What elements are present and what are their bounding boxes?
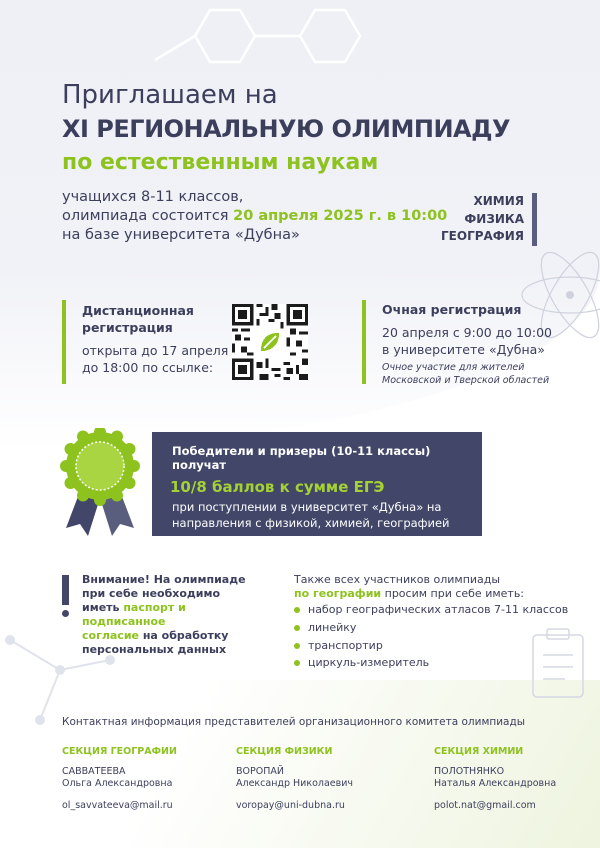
intro-line-1: учащихся 8-11 классов, [62, 189, 244, 205]
list-item: транспортир [294, 639, 568, 657]
title-line-1: Приглашаем на [62, 80, 278, 110]
geography-intro [294, 573, 524, 601]
attention-line-1: Внимание! На олимпиаде [82, 573, 246, 586]
list-item: набор географических атласов 7-11 классов [294, 603, 568, 621]
contact-surname: САВВАТЕЕВА [62, 765, 126, 777]
intro-text [62, 188, 447, 245]
winners-text-line-2: направления с физикой, химией, географией [172, 516, 450, 530]
contact-geography [62, 746, 177, 812]
geography-intro-line-1: Также всех участников олимпиады [294, 573, 501, 586]
contact-section-label: СЕКЦИЯ ГЕОГРАФИИ [62, 746, 177, 757]
attention-line-5: персональных данных [82, 643, 227, 656]
remote-title-line-1: Дистанционная [82, 303, 194, 318]
contact-email-link[interactable]: voropay@uni-dubna.ru [236, 799, 345, 811]
remote-text-line-1: открыта до 17 апреля [82, 343, 229, 358]
list-item: линейку [294, 621, 568, 639]
exclamation-icon-dot [62, 610, 69, 617]
winners-box [152, 432, 482, 536]
contact-surname: ПОЛОТНЯНКО [434, 765, 505, 777]
contact-surname: ВОРОПАЙ [236, 765, 284, 777]
contact-section-label: СЕКЦИЯ ФИЗИКИ [236, 746, 333, 757]
attention-line-4-suffix: на обработку [139, 629, 229, 642]
exclamation-icon [62, 575, 69, 605]
winners-title: Победители и призеры (10-11 классы) получат [172, 444, 431, 472]
remote-registration-text [82, 342, 228, 376]
onsite-note-line-2: Московской и Тверской областей [382, 374, 550, 386]
remote-text-line-2: до 18:00 по ссылке: [82, 360, 214, 375]
attention-passport: паспорт и подписанное [82, 601, 186, 628]
geography-items-list [294, 603, 568, 674]
remote-accent-bar [62, 300, 66, 384]
contact-physics [236, 746, 353, 812]
contact-email-link[interactable]: polot.nat@gmail.com [434, 799, 536, 811]
attention-line-2: при себе необходимо [82, 587, 221, 600]
olympiad-date: 20 апреля 2025 г. в 10:00 [233, 208, 448, 224]
contact-name: Александр Николаевич [236, 778, 354, 789]
onsite-accent-bar [362, 300, 366, 384]
intro-line-2 [62, 207, 447, 226]
remote-title-line-2: регистрация [82, 320, 173, 335]
contact-email-link[interactable]: ol_savvateeva@mail.ru [62, 799, 173, 811]
onsite-text-line-2: в университете «Дубна» [382, 342, 545, 357]
contacts-title: Контактная информация представителей организационного комитета олимпиады [62, 716, 526, 728]
intro-line-3: на базе университета «Дубна» [62, 227, 300, 243]
list-item: циркуль-измеритель [294, 656, 568, 674]
geography-intro-line-2 [294, 587, 524, 601]
winners-text-line-1: при поступлении в университет «Дубна» на [172, 500, 442, 514]
onsite-note-line-1: Очное участие для жителей [382, 362, 525, 373]
subject-geography: ГЕОГРАФИЯ [441, 229, 524, 243]
attention-line-4 [82, 629, 252, 643]
registration-qr-code[interactable] [232, 304, 308, 380]
molecule-decoration-top [150, 0, 410, 90]
contact-section-label: СЕКЦИЯ ХИМИИ [434, 746, 524, 757]
subjects-list [441, 193, 524, 246]
title-line-2: XI РЕГИОНАЛЬНУЮ ОЛИМПИАДУ [62, 115, 510, 143]
remote-registration-title [82, 302, 194, 336]
onsite-note [382, 362, 549, 387]
contact-name: Наталья Александровна [434, 778, 557, 789]
subject-physics: ФИЗИКА [464, 211, 524, 226]
attention-text [82, 573, 252, 657]
intro-line-2-prefix: олимпиада состоится [62, 208, 234, 224]
subject-chemistry: ХИМИЯ [473, 194, 524, 208]
contact-name: Ольга Александровна [62, 778, 173, 789]
contact-chemistry [434, 746, 556, 812]
attention-line-3 [82, 601, 252, 629]
winners-text [172, 499, 470, 531]
subjects-divider [532, 193, 537, 246]
award-ribbon-icon [60, 428, 140, 538]
onsite-registration-title: Очная регистрация [382, 302, 522, 317]
attention-line-3-prefix: иметь [82, 601, 124, 614]
title-line-3: по естественным наукам [62, 150, 379, 175]
attention-consent: согласие [82, 629, 139, 642]
geography-intro-suffix: просим при себе иметь: [381, 587, 525, 600]
onsite-registration-text [382, 324, 552, 358]
winners-points: 10/8 баллов к сумме ЕГЭ [170, 478, 385, 496]
onsite-text-line-1: 20 апреля с 9:00 до 10:00 [382, 325, 552, 340]
geography-highlight: по географии [294, 587, 382, 600]
